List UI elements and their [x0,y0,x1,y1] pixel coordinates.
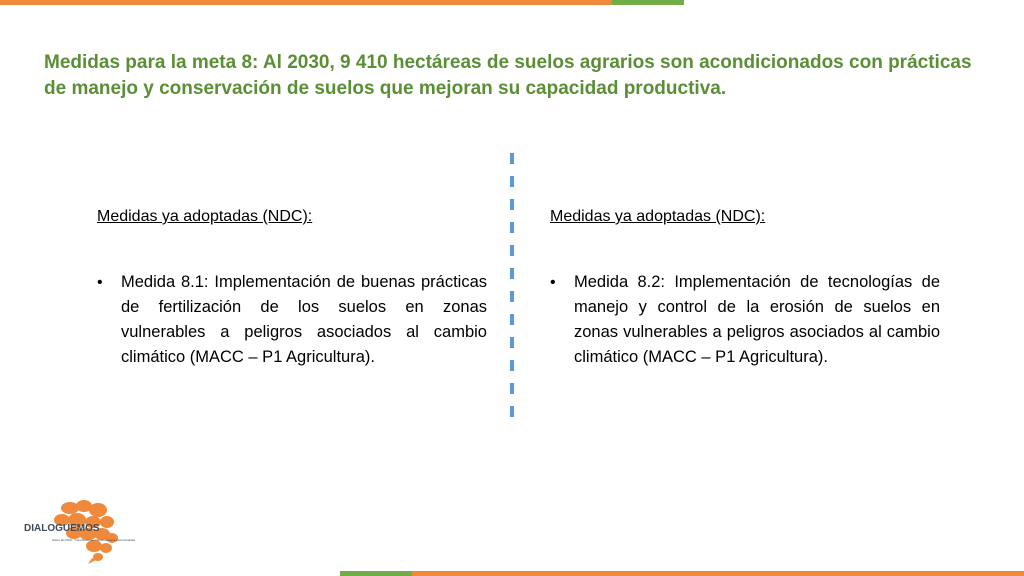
top-green-accent-bar [612,0,684,5]
logo-tagline: Sobre las NDC · Contribuciones Nacionalmente Determinadas [52,538,136,542]
slide-title: Medidas para la meta 8: Al 2030, 9 410 hectáreas de suelos agrarios son acondicionados con prácticas de manejo y conservación de suelos que mejoran su capacidad productiva. [44,52,972,99]
right-column-heading: Medidas ya adoptadas (NDC): [550,208,766,225]
bottom-green-accent-bar [340,571,412,576]
right-bullet-item [550,270,940,370]
left-bullet-text: Medida 8.1: Implementación de buenas prácticas de fertilización de los suelos en zonas vulnerables a peligros asociados al cambio climático (MACC – P1 Agricultura). [121,273,487,366]
top-orange-accent-bar [0,0,612,5]
left-bullet-item [97,270,487,370]
right-bullet-text: Medida 8.2: Implementación de tecnologías de manejo y control de la erosión de suelos en zonas vulnerables a peligros asociados al cambio climático (MACC – P1 Agricultura). [574,273,940,366]
right-column [550,206,940,370]
bullet-marker: • [550,274,556,291]
logo-wordmark: DIALOGUEMOS [24,523,100,534]
bullet-marker: • [97,274,103,291]
left-column [97,206,487,370]
bottom-orange-accent-bar [412,571,1024,576]
column-divider [510,153,514,428]
left-column-heading: Medidas ya adoptadas (NDC): [97,208,313,225]
dialoguemos-logo [22,498,136,566]
